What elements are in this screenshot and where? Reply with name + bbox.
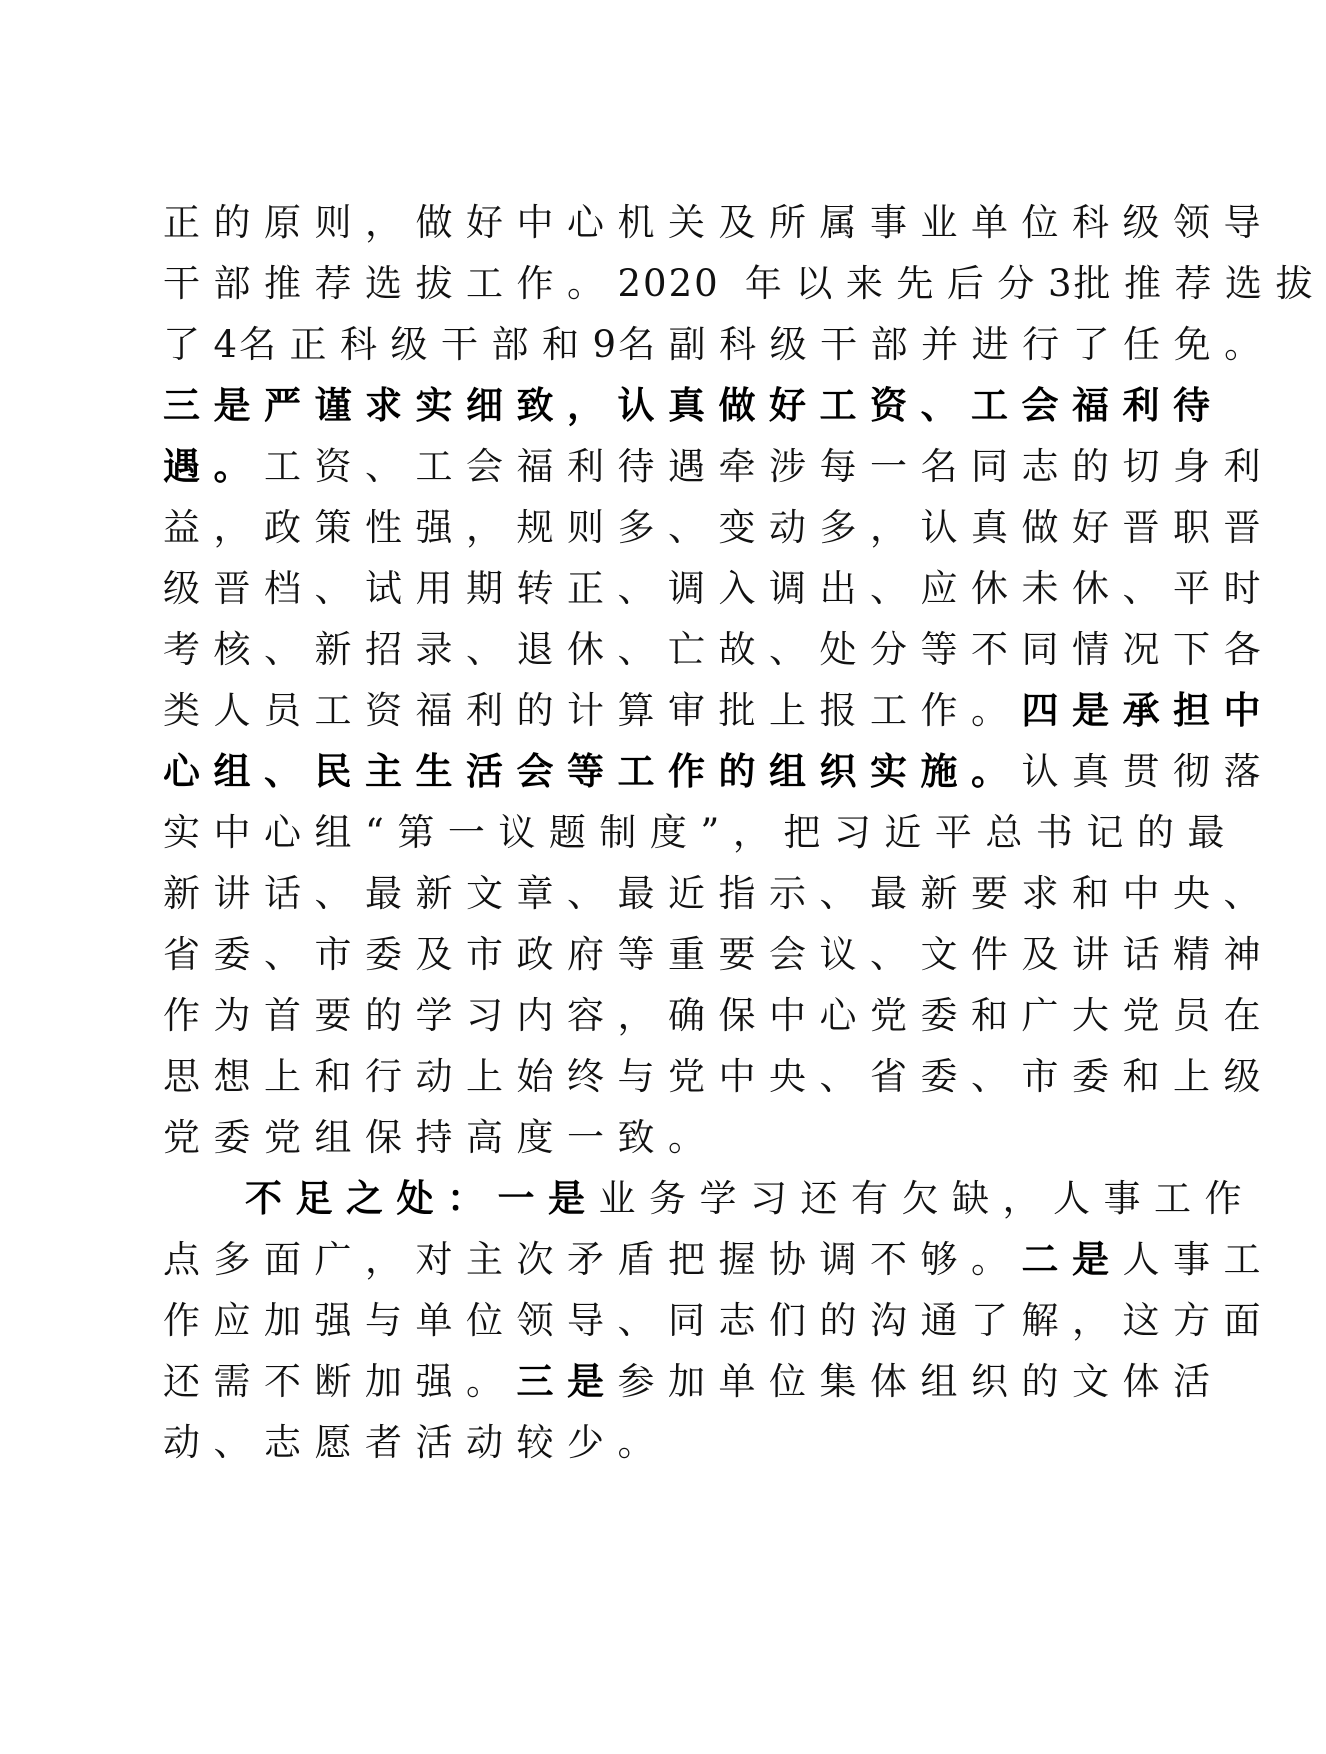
text-line: [163, 680, 1274, 741]
bold-text-run: 遇。: [163, 444, 264, 488]
bold-text-run: 二是: [1021, 1237, 1123, 1281]
text-run: 年以来先后分: [719, 262, 1048, 305]
text-line: [163, 1351, 1224, 1412]
text-line: [163, 619, 1274, 680]
text-run: 干部推荐选拔工作。: [163, 262, 618, 305]
text-run: 工资、工会福利待遇牵涉每一名同志的切身利: [264, 445, 1274, 488]
bold-text-run: 心组、民主生活会等工作的组织实施。: [163, 749, 1022, 793]
text-run: 4: [213, 323, 240, 366]
text-run: 新讲话、最新文章、最近指示、最新要求和中央、: [163, 872, 1274, 915]
text-line: [163, 436, 1274, 497]
text-run: 点多面广，对主次矛盾把握协调不够。: [163, 1238, 1022, 1281]
text-run: 考核、新招录、退休、亡故、处分等不同情况下各: [163, 628, 1274, 671]
text-run: 名正科级干部和: [239, 323, 593, 366]
text-line: [163, 1046, 1274, 1107]
text-line: [163, 1412, 1073, 1473]
text-line: [163, 253, 1326, 314]
text-run: 还需不断加强。: [163, 1360, 517, 1403]
text-run: 参加单位集体组织的文体活: [617, 1360, 1224, 1403]
text-line: [163, 863, 1274, 924]
text-run: 了: [163, 323, 214, 366]
text-line: [163, 802, 1238, 863]
text-run: 批推荐选拔: [1073, 262, 1326, 305]
text-line: [163, 924, 1274, 985]
text-run: 作为首要的学习内容，确保中心党委和广大党员在: [163, 994, 1274, 1037]
text-run: 思想上和行动上始终与党中央、省委、市委和上级: [163, 1055, 1274, 1098]
text-line: [163, 1290, 1274, 1351]
text-run: 动、志愿者活动较少。: [163, 1421, 668, 1464]
text-run: 实中心组“第一议题制度”，把习近平总书记的最: [163, 811, 1238, 854]
text-line: [163, 741, 1274, 802]
text-run: 9: [592, 323, 619, 366]
text-line: [163, 314, 1275, 375]
text-line: [163, 375, 1224, 436]
text-run: 正的原则，做好中心机关及所属事业单位科级领导: [163, 201, 1274, 244]
text-line: [163, 985, 1274, 1046]
text-line: [163, 192, 1274, 253]
text-run: 级晋档、试用期转正、调入调出、应休未休、平时: [163, 567, 1274, 610]
text-line: [163, 1168, 1255, 1229]
text-run: 3: [1047, 262, 1074, 305]
text-run: 省委、市委及市政府等重要会议、文件及讲话精神: [163, 933, 1274, 976]
text-line: [163, 497, 1274, 558]
bold-text-run: 四是承担中: [1021, 688, 1274, 732]
body-text: [163, 192, 1326, 1473]
text-run: 类人员工资福利的计算审批上报工作。: [163, 689, 1022, 732]
text-run: 作应加强与单位领导、同志们的沟通了解，这方面: [163, 1299, 1274, 1342]
text-line: [163, 1107, 1073, 1168]
text-run: 党委党组保持高度一致。: [163, 1116, 719, 1159]
bold-text-run: 三是: [516, 1359, 618, 1403]
text-run: 认真贯彻落: [1021, 750, 1274, 793]
text-run: 人事工: [1122, 1238, 1274, 1281]
text-line: [163, 558, 1274, 619]
text-run: 业务学习还有欠缺，人事工作: [598, 1177, 1255, 1220]
text-line: [163, 1229, 1274, 1290]
text-run: 2020: [617, 262, 720, 305]
bold-text-run: 不足之处：一是: [245, 1176, 599, 1220]
bold-text-run: 三是严谨求实细致，认真做好工资、工会福利待: [163, 383, 1224, 427]
text-run: 益，政策性强，规则多、变动多，认真做好晋职晋: [163, 506, 1274, 549]
text-run: 名副科级干部并进行了任免。: [618, 323, 1275, 366]
